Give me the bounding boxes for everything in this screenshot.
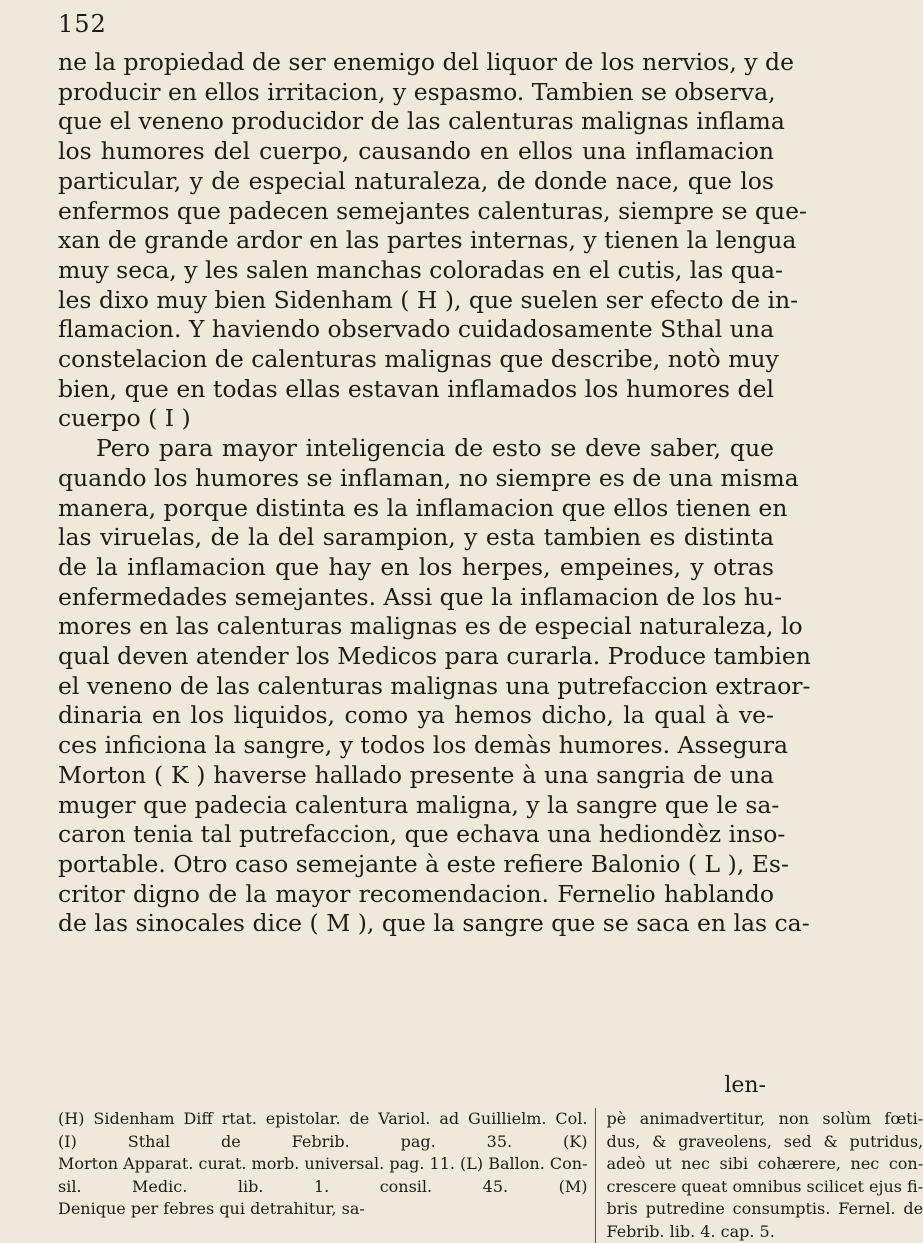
text-line: quando los humores se inflaman, no siempre es de una misma xyxy=(58,464,774,494)
footnote-line: crescere queat omnibus scilicet ejus fi- xyxy=(606,1176,923,1199)
text-line: enfermedades semejantes. Assi que la inflamacion de los hu- xyxy=(58,583,774,613)
text-line: muy seca, y les salen manchas coloradas en el cutis, las qua- xyxy=(58,256,774,286)
footnote-line: (I) Sthal de Febrib. pag. 35. (K) xyxy=(58,1131,587,1154)
footnote-line: bris putredine consumptis. Fernel. de xyxy=(606,1198,923,1221)
text-line: caron tenia tal putrefaccion, que echava una hediondèz inso- xyxy=(58,820,774,850)
footnote-line: Morton Apparat. curat. morb. universal. pag. 11. (L) Ballon. Con- xyxy=(58,1153,587,1176)
text-line: Pero para mayor inteligencia de esto se deve saber, que xyxy=(58,434,774,464)
text-line: de la inflamacion que hay en los herpes, empeines, y otras xyxy=(58,553,774,583)
catchword: len- xyxy=(724,1073,766,1098)
text-line: manera, porque distinta es la inflamacion que ellos tienen en xyxy=(58,494,774,524)
text-line: Morton ( K ) haverse hallado presente à una sangria de una xyxy=(58,761,774,791)
text-line: los humores del cuerpo, causando en ellos una inflamacion xyxy=(58,137,774,167)
text-line: les dixo muy bien Sidenham ( H ), que suelen ser efecto de in- xyxy=(58,286,774,316)
text-line: que el veneno producidor de las calenturas malignas inflama xyxy=(58,107,774,137)
footnote-line: sil. Medic. lib. 1. consil. 45. (M) xyxy=(58,1176,587,1199)
footnote-line: Febrib. lib. 4. cap. 5. xyxy=(606,1221,923,1243)
text-line: flamacion. Y haviendo observado cuidadosamente Sthal una xyxy=(58,315,774,345)
text-line: dinaria en los liquidos, como ya hemos dicho, la qual à ve- xyxy=(58,701,774,731)
footnote-line: (H) Sidenham Diff rtat. epistolar. de Variol. ad Guillielm. Col. xyxy=(58,1108,587,1131)
footnotes-left-column xyxy=(58,1108,596,1243)
text-line: critor digno de la mayor recomendacion. Fernelio hablando xyxy=(58,880,774,910)
text-line: las viruelas, de la del sarampion, y esta tambien es distinta xyxy=(58,523,774,553)
text-line: bien, que en todas ellas estavan inflamados los humores del xyxy=(58,375,774,405)
text-line: qual deven atender los Medicos para curarla. Produce tambien xyxy=(58,642,774,672)
footnotes-right-column xyxy=(606,1108,923,1243)
footnote-line: dus, & graveolens, sed & putridus, xyxy=(606,1131,923,1154)
text-line: muger que padecia calentura maligna, y la sangre que le sa- xyxy=(58,791,774,821)
footnote-line: pè animadvertitur, non solùm fœti- xyxy=(606,1108,923,1131)
text-line: ne la propiedad de ser enemigo del liquor de los nervios, y de xyxy=(58,48,774,78)
footnotes xyxy=(58,1108,776,1243)
text-line: constelacion de calenturas malignas que describe, notò muy xyxy=(58,345,774,375)
text-line: particular, y de especial naturaleza, de donde nace, que los xyxy=(58,167,774,197)
text-line: ces inficiona la sangre, y todos los demàs humores. Assegura xyxy=(58,731,774,761)
text-line: xan de grande ardor en las partes internas, y tienen la lengua xyxy=(58,226,774,256)
text-line: el veneno de las calenturas malignas una putrefaccion extraor- xyxy=(58,672,774,702)
text-line: producir en ellos irritacion, y espasmo. Tambien se observa, xyxy=(58,78,774,108)
main-text xyxy=(58,48,774,939)
text-line: mores en las calenturas malignas es de especial naturaleza, lo xyxy=(58,612,774,642)
page-number: 152 xyxy=(58,10,107,38)
footnote-line: Denique per febres qui detrahitur, sa- xyxy=(58,1198,587,1221)
footnote-line: adeò ut nec sibi cohærere, nec con- xyxy=(606,1153,923,1176)
text-line: enfermos que padecen semejantes calenturas, siempre se que- xyxy=(58,197,774,227)
text-line: portable. Otro caso semejante à este refiere Balonio ( L ), Es- xyxy=(58,850,774,880)
text-line: de las sinocales dice ( M ), que la sangre que se saca en las ca- xyxy=(58,909,774,939)
text-line: cuerpo ( I ) xyxy=(58,404,774,434)
